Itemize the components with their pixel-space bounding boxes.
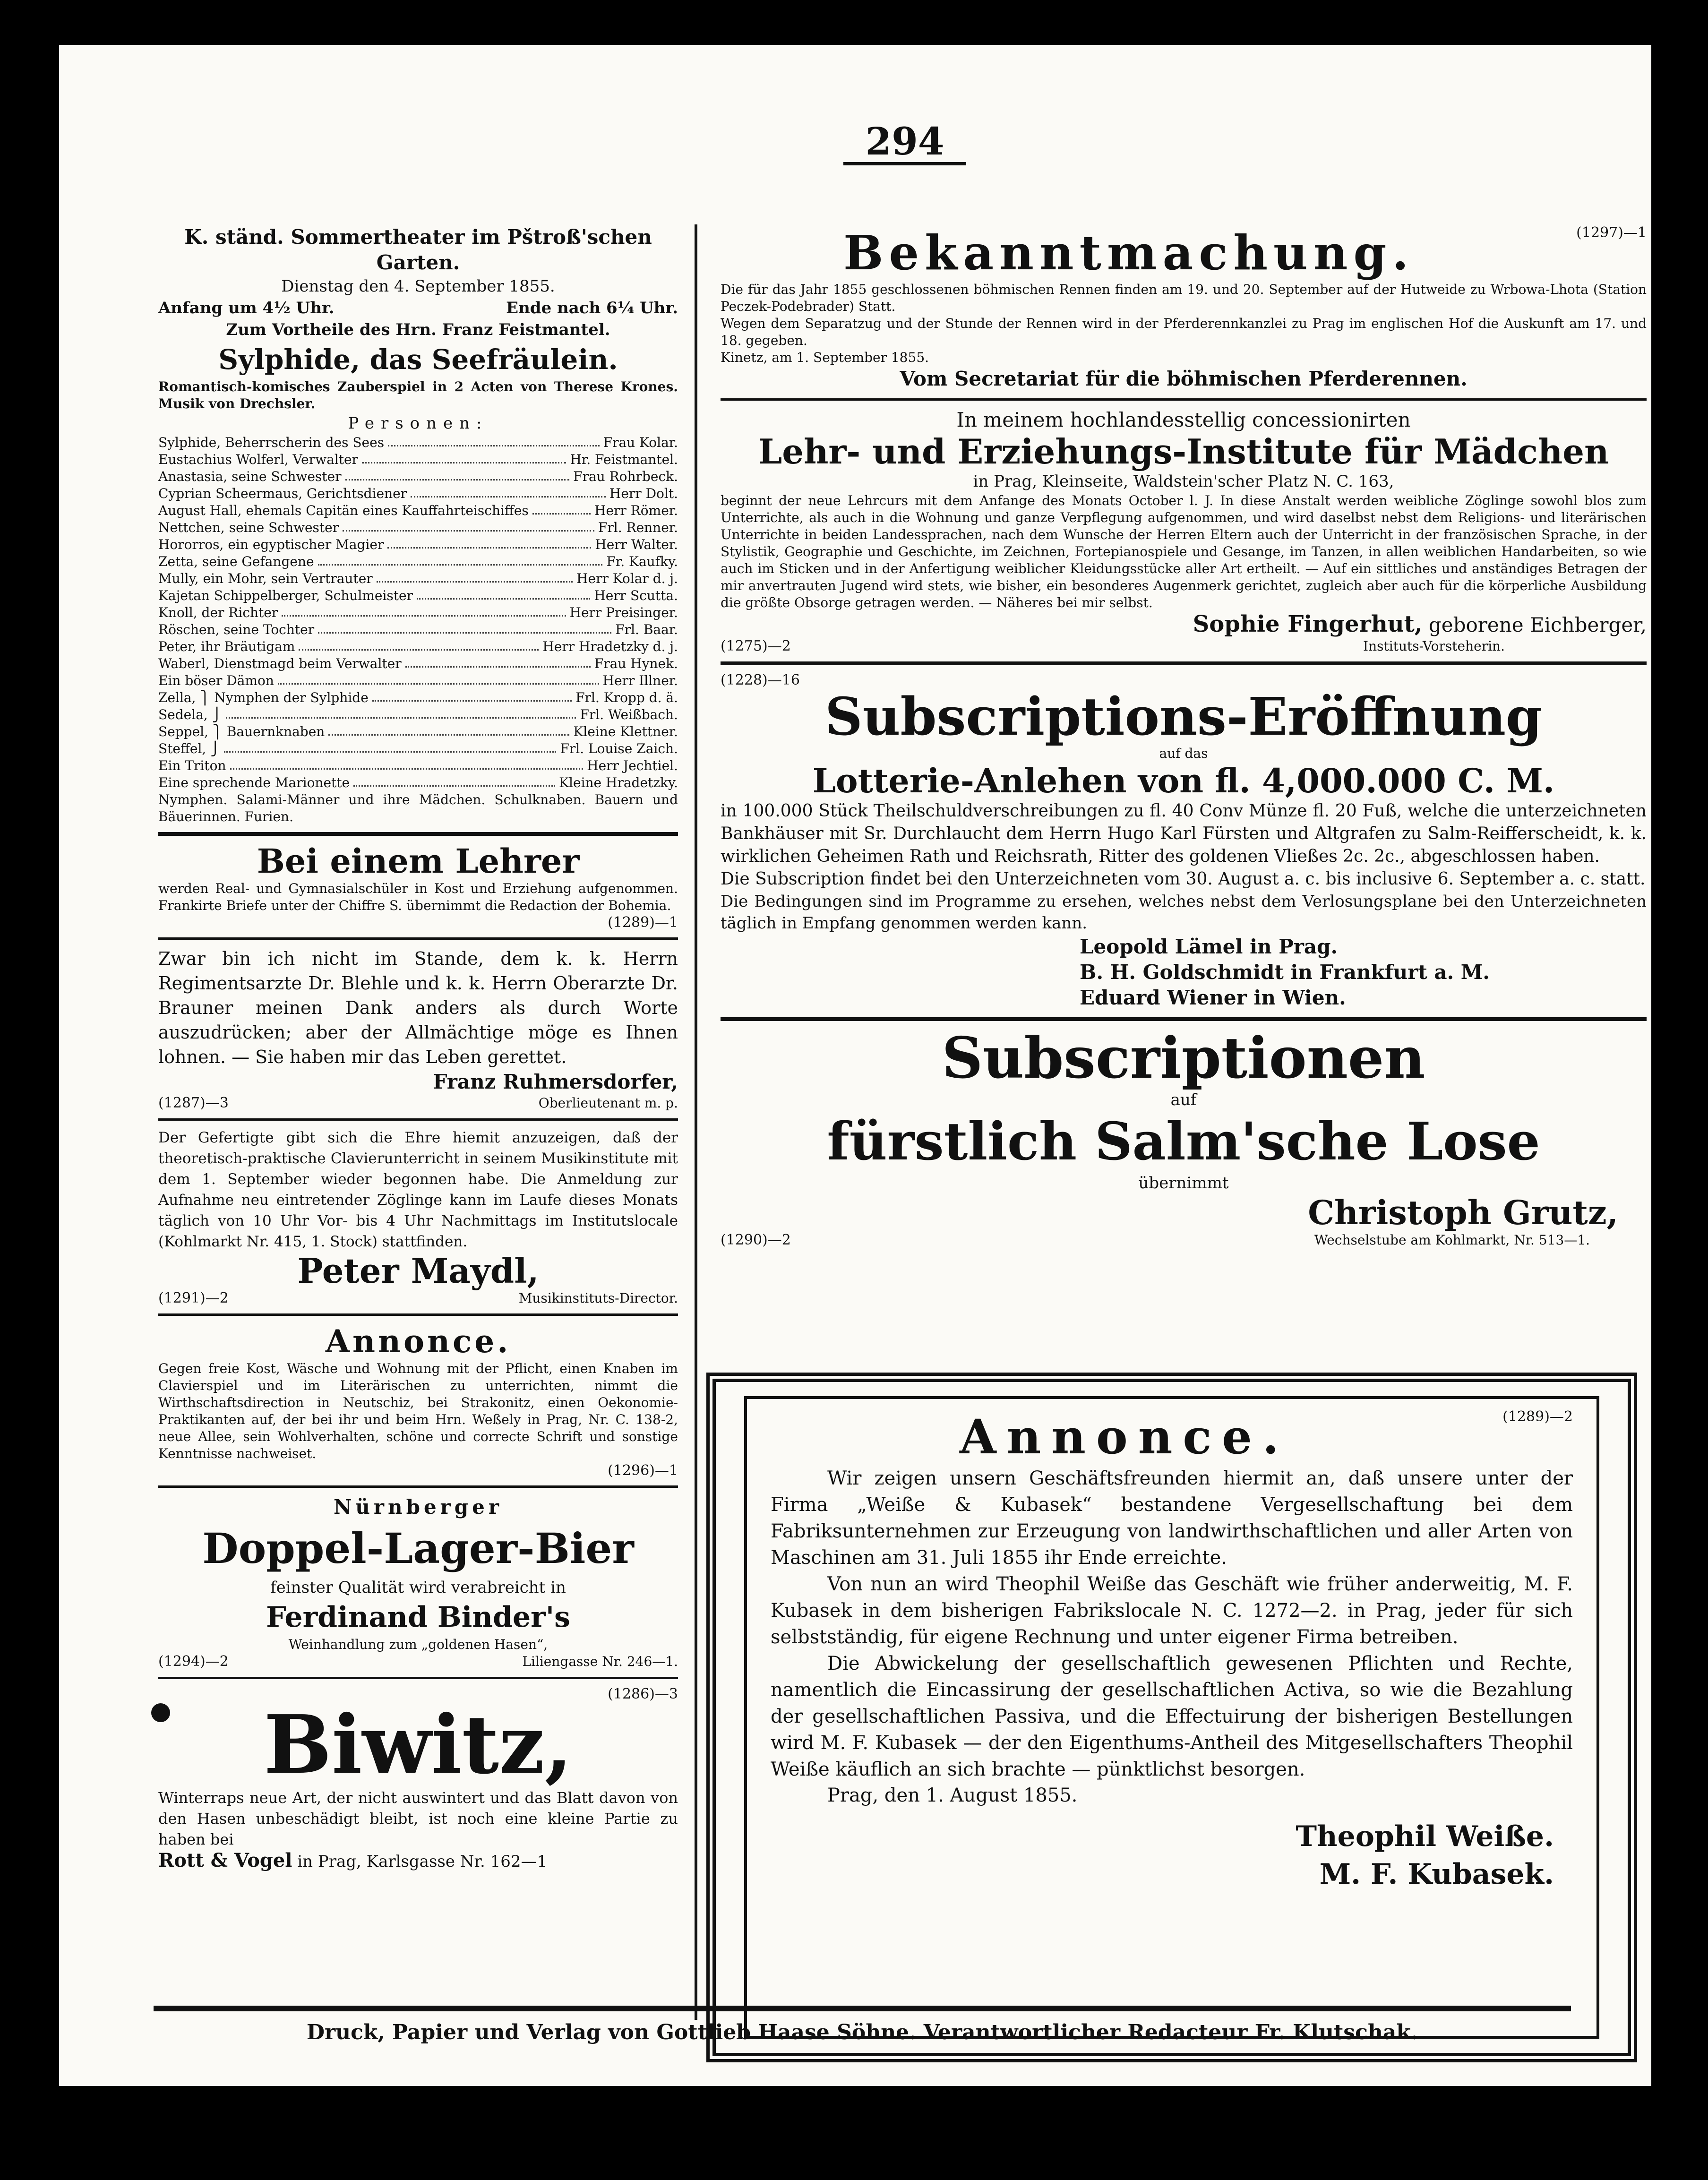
dank-ref: (1287)—3 — [158, 1095, 229, 1111]
newspaper-page — [59, 45, 1651, 2086]
subscription-title: Subscriptions-Eröffnung — [825, 686, 1542, 747]
footer — [154, 2006, 1571, 2045]
cast-row: Ein Triton Herr Jechtiel. — [158, 758, 678, 773]
cast-row: Sedela, ⎭ Frl. Weißbach. — [158, 707, 678, 722]
bekannt-ad — [721, 224, 1647, 392]
annonce-big-title: Annonce. — [960, 1409, 1289, 1465]
institut-intro: In meinem hochlandesstellig concessionirten — [956, 408, 1411, 431]
cast-row: Ein böser Dämon Herr Illner. — [158, 673, 678, 688]
personen-label: Personen: — [348, 414, 489, 433]
annonce-box — [706, 1373, 1637, 2062]
biwitz-text: Winterraps neue Art, der nicht auswintert und das Blatt davon von den Hasen unbeschädigt bleibt, ist noch eine kleine Partie zu haben bei — [158, 1789, 678, 1848]
salm-title: Subscriptionen — [942, 1025, 1425, 1091]
dank-ad — [158, 946, 678, 1112]
institut-ref: (1275)—2 — [721, 638, 791, 654]
salm-lose: fürstlich Salm'sche Lose — [827, 1111, 1540, 1172]
salm-name: Christoph Grutz, — [1308, 1193, 1618, 1232]
musik-ref: (1291)—2 — [158, 1290, 229, 1306]
annonce-big-ref: (1289)—2 — [1502, 1408, 1573, 1425]
bank-1: Leopold Lämel in Prag. — [1080, 935, 1338, 958]
bier-name: Ferdinand Binder's — [266, 1601, 570, 1634]
bekannt-ref: (1297)—1 — [1576, 224, 1647, 241]
cast-row: Eine sprechende Marionette Kleine Hradetzky. — [158, 775, 678, 790]
theater-end: Ende nach 6¼ Uhr. — [506, 299, 678, 318]
annonce-big-sig1: Theophil Weiße. — [1296, 1820, 1554, 1853]
cast-row: Seppel, ⎫ Bauernknaben Kleine Klettner. — [158, 724, 678, 739]
page-number: 294 — [843, 120, 966, 165]
annonce-small-ad — [158, 1322, 678, 1479]
annonce-small-text: Gegen freie Kost, Wäsche und Wohnung mit der Pflicht, einen Knaben im Clavierspiel und im Literärischen zu unterrichten, nimmt die Wirthschaftsdirection in Neutschiz, bei Strakonitz, einen Oekonomie-Praktikanten auf, der bei ihr und beim Hrn. Weßely in Prag, Nr. C. 138-2, neue Allee, sein Wohlverhalten, schöne und correcte Schrift und sonstige Kenntnisse nachweiset. — [158, 1361, 678, 1461]
annonce-big-sig2: M. F. Kubasek. — [1319, 1858, 1554, 1891]
column-divider — [695, 224, 697, 2020]
cast-row: Zetta, seine Gefangene Fr. Kaufky. — [158, 554, 678, 569]
cast-row: Mully, ein Mohr, sein Vertrauter Herr Kolar d. j. — [158, 571, 678, 586]
institut-text: beginnt der neue Lehrcurs mit dem Anfange des Monats October l. J. In diese Anstalt werden weibliche Zöglinge sowohl blos zum Unterrichte, als auch in die Wohnung und ganze Verpflegung aufgenommen, und wird daselbst nebst dem Religions- und literärischen Unterrichte in beiden Landessprachen, nach dem Wunsche der Herren Eltern auch der Unterricht in der französischen Sprache, in der Stylistik, Geographie und Geschichte, im Zeichnen, Fortepianospiele und Gesange, im Tanzen, in allen weiblichen Handarbeiten, so wie auch im Sticken und in der Anfertigung weiblicher Kleidungsstücke aller Art ertheilt. — Auf ein sittliches und anständiges Betragen der mir anvertrauten Jugend wird stets, wie bisher, ein besonderes Augenmerk gerichtet, zugleich aber auch für die körperliche Ausbildung die größte Obsorge getragen werden. — Näheres bei mir selbst. — [721, 493, 1647, 610]
lehrer-ref: (1289)—1 — [608, 914, 678, 931]
theater-times — [158, 297, 678, 319]
annonce-small-title: Annonce. — [325, 1323, 511, 1360]
bekannt-date: Kinetz, am 1. September 1855. — [721, 350, 929, 365]
bekannt-p2: Wegen dem Separatzug und der Stunde der Rennen wird in der Pferderennkanzlei zu Prag im englischen Hof die Auskunft am 17. und 18. gegeben. — [721, 316, 1647, 348]
theater-subtitle: Romantisch-komisches Zauberspiel in 2 Acten von Therese Krones. Musik von Drechsler. — [158, 379, 678, 412]
bekannt-title: Bekanntmachung. — [843, 225, 1415, 281]
dank-signature: Franz Ruhmersdorfer, — [433, 1070, 678, 1093]
cast-row: Röschen, seine Tochter Frl. Baar. — [158, 622, 678, 637]
musik-text: Der Gefertigte gibt sich die Ehre hiemit anzuzeigen, daß der theoretisch-praktische Clavierunterricht in seinem Musikinstitute mit dem 1. September wieder begonnen habe. Die Anmeldung zur Aufnahme neu eintretender Zöglinge kann im Laufe dieses Monats täglich von 10 Uhr Vor- bis 4 Uhr Nachmittags im Institutslocale (Kohlmarkt Nr. 415, 1. Stock) stattfinden. — [158, 1129, 678, 1250]
bank-3: Eduard Wiener in Wien. — [1080, 986, 1346, 1009]
biwitz-ref: (1286)—3 — [608, 1686, 678, 1702]
cast-row: Nettchen, seine Schwester Frl. Renner. — [158, 520, 678, 535]
institut-ad — [721, 407, 1647, 655]
cast-row: Zella, ⎫ Nymphen der Sylphide Frl. Kropp d. ä. — [158, 690, 678, 705]
lehrer-ad — [158, 842, 678, 931]
imprint: Druck, Papier und Verlag von Gottlieb Haase Söhne. Verantwortlicher Redacteur Fr. Klutschak. — [306, 2020, 1418, 2044]
bier-address: Liliengasse Nr. 246—1. — [522, 1654, 678, 1669]
annonce-big-p3: Die Abwickelung der gesellschaftlich gewesenen Pflichten und Rechte, namentlich die Eincassirung der gesellschaftlichen Activa, so wie die Bezahlung der gesellschaftlichen Passiva, und die Effectuirung der bisherigen Bestellungen wird M. F. Kubasek — der den Eigenthums-Antheil des Mitgesellschafters Theophil Weiße käuflich an sich brachte — pünktlichst besorgen. — [771, 1653, 1573, 1780]
dank-position: Oberlieutenant m. p. — [538, 1095, 678, 1111]
cast-row: Anastasia, seine Schwester Frau Rohrbeck. — [158, 469, 678, 484]
cast-list — [158, 434, 678, 791]
subscription-loan: Lotterie-Anlehen von fl. 4,000.000 C. M. — [812, 761, 1555, 800]
institut-sig: Sophie Fingerhut, — [1193, 611, 1423, 637]
dank-text: Zwar bin ich nicht im Stande, dem k. k. Herrn Regimentsarzte Dr. Blehle und k. k. Herrn Oberarzte Dr. Brauner meinen Dank anders als durch Worte auszudrücken; aber der Allmächtige möge es Ihnen lohnen. — Sie haben mir das Leben gerettet. — [158, 948, 678, 1067]
annonce-big-p1: Wir zeigen unsern Geschäftsfreunden hiermit an, daß unsere unter der Firma „Weiße & Kubasek“ bestandene Vergesellschaftung bei dem Fabriksunternehmen zur Erzeugung von landwirthschaftlichen und aller Arten von Maschinen am 31. Juli 1855 ihr Ende erreichte. — [771, 1468, 1573, 1569]
cast-row: Steffel, ⎭ Frl. Louise Zaich. — [158, 741, 678, 756]
biwitz-address: in Prag, Karlsgasse Nr. 162—1 — [297, 1852, 548, 1871]
bier-ad — [158, 1494, 678, 1670]
institut-position: Instituts-Vorsteherin. — [1363, 638, 1505, 654]
institut-title: Lehr- und Erziehungs-Institute für Mädchen — [758, 431, 1609, 472]
bier-text: feinster Qualität wird verabreicht in — [270, 1578, 566, 1597]
musik-signature: Peter Maydl, — [297, 1251, 539, 1291]
subscription-ad — [721, 672, 1647, 1011]
bekannt-sig: Vom Secretariat für die böhmischen Pferderennen. — [900, 367, 1468, 390]
salm-address: Wechselstube am Kohlmarkt, Nr. 513—1. — [1314, 1232, 1590, 1248]
theater-start: Anfang um 4½ Uhr. — [158, 299, 335, 318]
theater-ad — [158, 224, 678, 825]
cast-row: Sylphide, Beherrscherin des Sees Frau Kolar. — [158, 435, 678, 450]
cast-row: Eustachius Wolferl, Verwalter Hr. Feistmantel. — [158, 452, 678, 467]
salm-ad — [721, 1025, 1647, 1249]
annonce-big-date: Prag, den 1. August 1855. — [827, 1785, 1078, 1806]
subscription-p1: in 100.000 Stück Theilschuldverschreibungen zu fl. 40 Conv Münze fl. 20 Fuß, welche die unterzeichneten Bankhäuser mit Sr. Durchlaucht dem Herrn Hugo Karl Fürsten und Altgrafen zu Salm-Reifferscheidt, k. k. wirklichen Geheimen Rath und Reichsrath, Ritter des goldenen Vließes 2c. 2c., abgeschlossen haben. — [721, 801, 1647, 866]
institut-sig2: geborene Eichberger, — [1428, 613, 1647, 636]
salm-ref: (1290)—2 — [721, 1232, 791, 1248]
bier-title: Doppel-Lager-Bier — [202, 1524, 634, 1573]
musik-ad — [158, 1127, 678, 1307]
left-column — [158, 224, 678, 1872]
cast-row: Peter, ihr Bräutigam Herr Hradetzky d. j. — [158, 639, 678, 654]
institut-address: in Prag, Kleinseite, Waldstein'scher Platz N. C. 163, — [973, 472, 1394, 491]
theater-header: K. ständ. Sommertheater im Pštroß'schen Garten. — [184, 225, 652, 274]
right-column — [721, 224, 1647, 1249]
lehrer-title: Bei einem Lehrer — [257, 841, 580, 881]
biwitz-dealer: Rott & Vogel — [158, 1849, 292, 1871]
lehrer-text: werden Real- und Gymnasialschüler in Kost und Erziehung aufgenommen. Frankirte Briefe unter der Chiffre S. übernimmt die Redaction der Bohemia. — [158, 881, 678, 913]
biwitz-ad — [158, 1686, 678, 1872]
theater-extras: Nymphen. Salami-Männer und ihre Mädchen. Schulknaben. Bauern und Bäuerinnen. Furien. — [158, 792, 678, 824]
annonce-small-ref: (1296)—1 — [608, 1462, 678, 1479]
bier-place: Weinhandlung zum „goldenen Hasen“, — [288, 1637, 548, 1652]
theater-date: Dienstag den 4. September 1855. — [281, 277, 555, 296]
ink-spot — [151, 1703, 170, 1722]
bier-ref: (1294)—2 — [158, 1653, 229, 1670]
biwitz-title: Biwitz, — [264, 1698, 573, 1792]
cast-row: Waberl, Dienstmagd beim Verwalter Frau Hynek. — [158, 656, 678, 671]
annonce-big-p2: Von nun an wird Theophil Weiße das Geschäft wie früher anderweitig, M. F. Kubasek in dem bisherigen Fabrikslocale N. C. 1272—2. in Prag, jeder für sich selbstständig, für eigene Rechnung und unter eigener Firma betreiben. — [771, 1573, 1573, 1648]
cast-row: Cyprian Scheermaus, Gerichtsdiener Herr Dolt. — [158, 486, 678, 501]
salm-auf: auf — [1170, 1090, 1197, 1109]
bekannt-p1: Die für das Jahr 1855 geschlossenen böhmischen Rennen finden am 19. und 20. September auf der Hutweide zu Wrbowa-Lhota (Station Peczek-Podebrader) Statt. — [721, 282, 1647, 314]
cast-row: Hororros, ein egyptischer Magier Herr Walter. — [158, 537, 678, 552]
cast-row: Kajetan Schippelberger, Schulmeister Herr Scutta. — [158, 588, 678, 603]
subscription-p3: Die Bedingungen sind im Programme zu ersehen, welches nebst dem Verlosungsplane bei den Unterzeichneten täglich in Empfang genommen werden kann. — [721, 892, 1647, 933]
cast-row: August Hall, ehemals Capitän eines Kauffahrteischiffes Herr Römer. — [158, 503, 678, 518]
theater-benefit: Zum Vortheile des Hrn. Franz Feistmantel. — [226, 320, 610, 339]
cast-row: Knoll, der Richter Herr Preisinger. — [158, 605, 678, 620]
musik-position: Musikinstituts-Director. — [518, 1290, 678, 1306]
theater-title: Sylphide, das Seefräulein. — [218, 343, 618, 376]
salm-text: übernimmt — [1138, 1174, 1229, 1193]
subscription-p2: Die Subscription findet bei den Unterzeichneten vom 30. August a. c. bis inclusive 6. September a. c. statt. — [721, 869, 1646, 889]
bier-city: Nürnberger — [333, 1495, 503, 1519]
subscription-auf: auf das — [1159, 746, 1208, 761]
subscription-ref: (1228)—16 — [721, 672, 800, 688]
bank-2: B. H. Goldschmidt in Frankfurt a. M. — [1080, 961, 1490, 984]
